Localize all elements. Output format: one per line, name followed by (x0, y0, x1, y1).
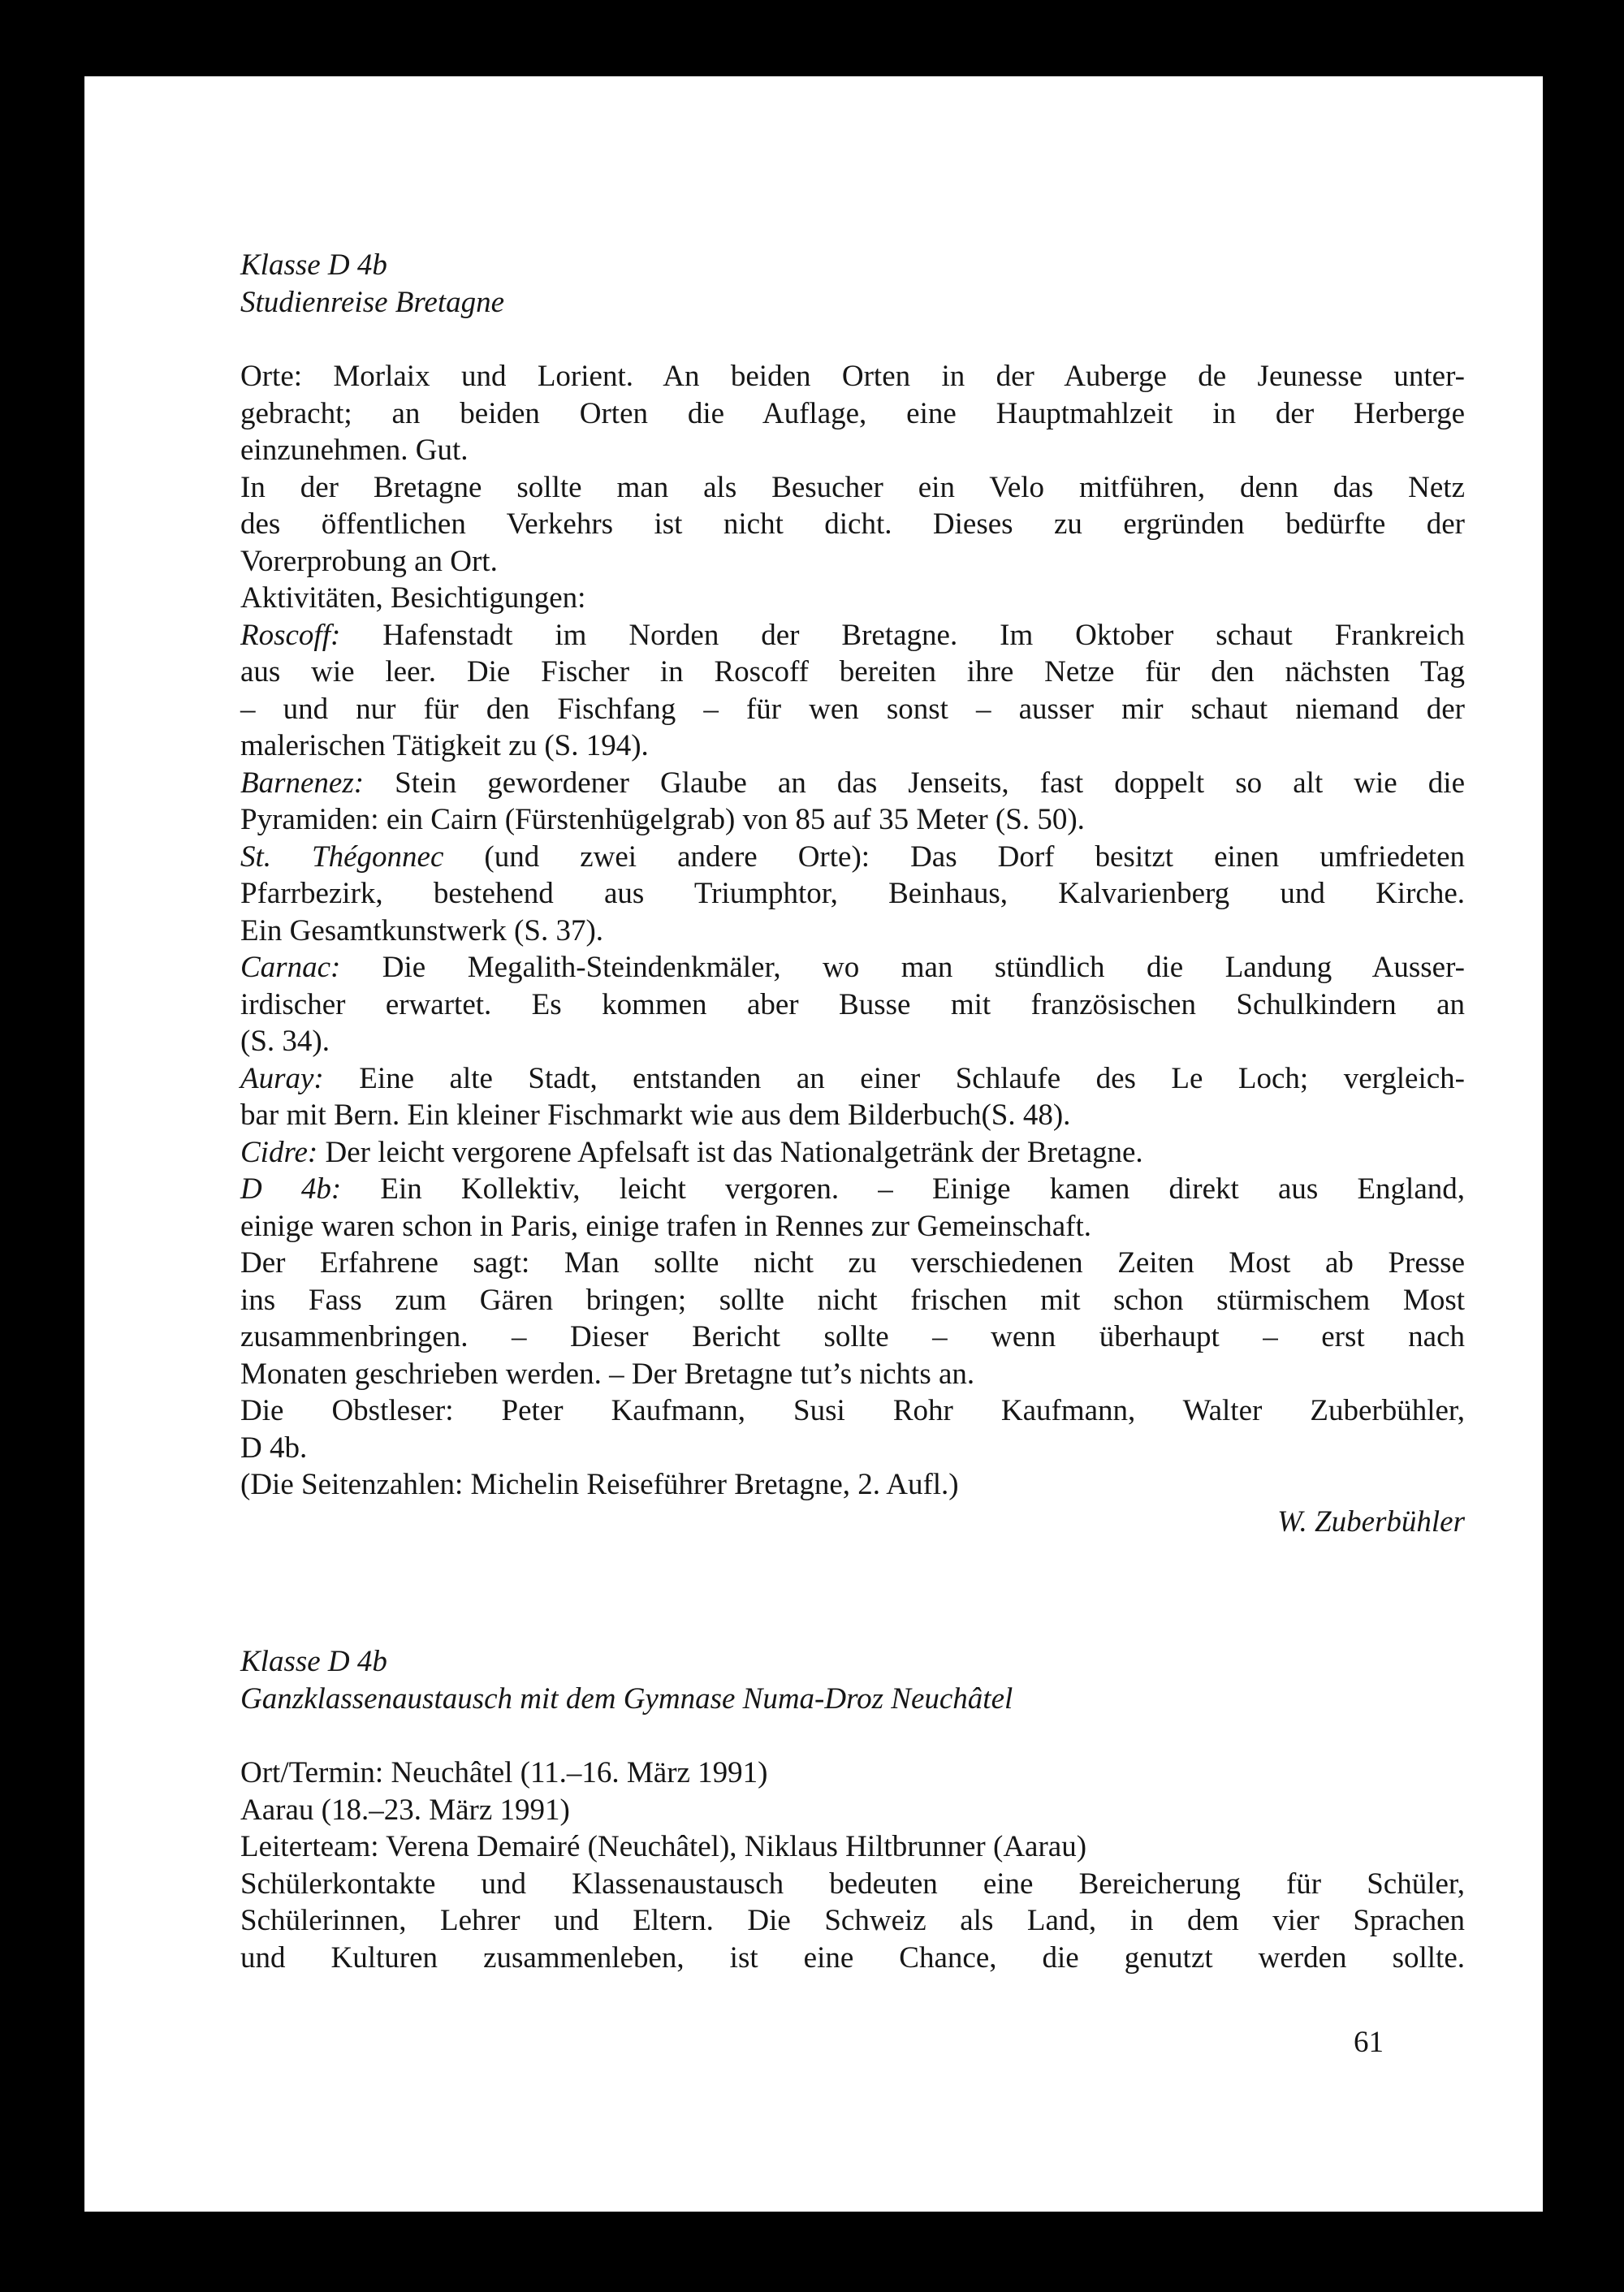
paragraph-line: Ein Gesamtkunstwerk (S. 37). (240, 913, 604, 947)
entry-label: D 4b: (240, 1172, 342, 1206)
paragraph-line: Der Erfahrene sagt: Man sollte nicht zu verschiedenen Zeiten Most ab Presse (240, 1246, 1465, 1280)
paragraph-line: Pyramiden: ein Cairn (Fürstenhügelgrab) von 85 auf 35 Meter (S. 50). (240, 803, 1085, 836)
paragraph-line: – und nur für den Fischfang – für wen sonst – ausser mir schaut niemand der (240, 692, 1465, 726)
entry-label: Cidre: (240, 1135, 318, 1169)
entry-text: Hafenstadt im Norden der Bretagne. Im Oktober schaut Frankreich (340, 618, 1465, 652)
paragraph-line: Orte: Morlaix und Lorient. An beiden Orten in der Auberge de Jeunesse unter- (240, 360, 1465, 393)
entry-thegonnec (240, 839, 1465, 876)
entry-text: Ein Kollektiv, leicht vergoren. – Einige kamen direkt aus England, (341, 1172, 1465, 1206)
section-heading-title: Studienreise Bretagne (240, 285, 505, 319)
entry-label: Roscoff: (240, 618, 341, 652)
page-number: 61 (1354, 2026, 1384, 2059)
paragraph-line: bar mit Bern. Ein kleiner Fischmarkt wie aus dem Bilderbuch(S. 48). (240, 1099, 1071, 1132)
paragraph-line: ins Fass zum Gären bringen; sollte nicht frischen mit schon stürmischem Most (240, 1283, 1465, 1317)
paragraph-line: Monaten geschrieben werden. – Der Bretagne tut’s nichts an. (240, 1357, 975, 1391)
entry-text: Die Megalith-Steindenkmäler, wo man stündlich die Landung Ausser- (340, 951, 1465, 984)
entry-text: Der leicht vergorene Apfelsaft ist das Nationalgetränk der Bretagne. (317, 1135, 1143, 1169)
paragraph-line: gebracht; an beiden Orten die Auflage, eine Hauptmahlzeit in der Herberge (240, 396, 1465, 430)
spacer (240, 1717, 1465, 1755)
section-heading-class: Klasse D 4b (240, 1645, 387, 1678)
paragraph-line: einige waren schon in Paris, einige trafen in Rennes zur Gemeinschaft. (240, 1209, 1091, 1243)
paragraph-line: Aktivitäten, Besichtigungen: (240, 581, 586, 615)
section-austausch (240, 1643, 1465, 1976)
paragraph-line: und Kulturen zusammenleben, ist eine Chance, die genutzt werden sollte. (240, 1940, 1465, 1975)
paragraph-line: Vorerprobung an Ort. (240, 544, 498, 578)
paragraph-line: Schülerinnen, Lehrer und Eltern. Die Schweiz als Land, in dem vier Sprachen (240, 1904, 1465, 1937)
paragraph-line: irdischer erwartet. Es kommen aber Busse mit französischen Schulkindern an (240, 987, 1465, 1021)
paragraph-line: D 4b. (240, 1431, 308, 1465)
spacer (240, 321, 1465, 358)
entry-text: Eine alte Stadt, entstanden an einer Schlaufe des Le Loch; vergleich- (323, 1061, 1465, 1095)
section-heading-title: Ganzklassenaustausch mit dem Gymnase Numa-Droz Neuchâtel (240, 1681, 1013, 1716)
paragraph-line: aus wie leer. Die Fischer in Roscoff bereiten ihre Netze für den nächsten Tag (240, 655, 1465, 688)
paragraph-line: Ort/Termin: Neuchâtel (11.–16. März 1991) (240, 1756, 768, 1789)
entry-label: Auray: (240, 1061, 324, 1095)
paragraph-line: des öffentlichen Verkehrs ist nicht dicht. Dieses zu ergründen bedürfte der (240, 507, 1465, 541)
entry-roscoff (240, 617, 1465, 654)
page (84, 76, 1543, 2212)
paragraph-line: (S. 34). (240, 1025, 330, 1058)
section-heading-class: Klasse D 4b (240, 248, 387, 282)
paragraph-line: Schülerkontakte und Klassenaustausch bedeuten eine Bereicherung für Schüler, (240, 1867, 1465, 1901)
paragraph-line: Aarau (18.–23. März 1991) (240, 1793, 570, 1827)
entry-label: Barnenez: (240, 766, 365, 800)
paragraph-line: In der Bretagne sollte man als Besucher ein Velo mitführen, denn das Netz (240, 470, 1465, 504)
paragraph-line: (Die Seitenzahlen: Michelin Reiseführer Bretagne, 2. Aufl.) (240, 1468, 959, 1501)
entry-label: St. Thégonnec (240, 840, 444, 874)
author-signature: W. Zuberbühler (1277, 1504, 1465, 1539)
entry-d4b (240, 1171, 1465, 1208)
paragraph-line: Pfarrbezirk, bestehend aus Triumphtor, Beinhaus, Kalvarienberg und Kirche. (240, 877, 1465, 910)
entry-barnenez (240, 765, 1465, 802)
paragraph-line: Die Obstleser: Peter Kaufmann, Susi Rohr Kaufmann, Walter Zuberbühler, (240, 1394, 1465, 1427)
entry-text: (und zwei andere Orte): Das Dorf besitzt einen umfriedeten (443, 840, 1465, 874)
entry-text: Stein gewordener Glaube an das Jenseits, fast doppelt so alt wie die (364, 766, 1465, 800)
paragraph-line: einzunehmen. Gut. (240, 434, 469, 467)
entry-carnac (240, 949, 1465, 986)
entry-auray (240, 1060, 1465, 1098)
paragraph-line: Leiterteam: Verena Demairé (Neuchâtel), Niklaus Hiltbrunner (Aarau) (240, 1830, 1087, 1863)
entry-cidre (240, 1134, 1465, 1172)
entry-label: Carnac: (240, 951, 341, 984)
paragraph-line: malerischen Tätigkeit zu (S. 194). (240, 729, 649, 762)
paragraph-line: zusammenbringen. – Dieser Bericht sollte – wenn überhaupt – erst nach (240, 1320, 1465, 1353)
section-bretagne (240, 247, 1465, 1540)
